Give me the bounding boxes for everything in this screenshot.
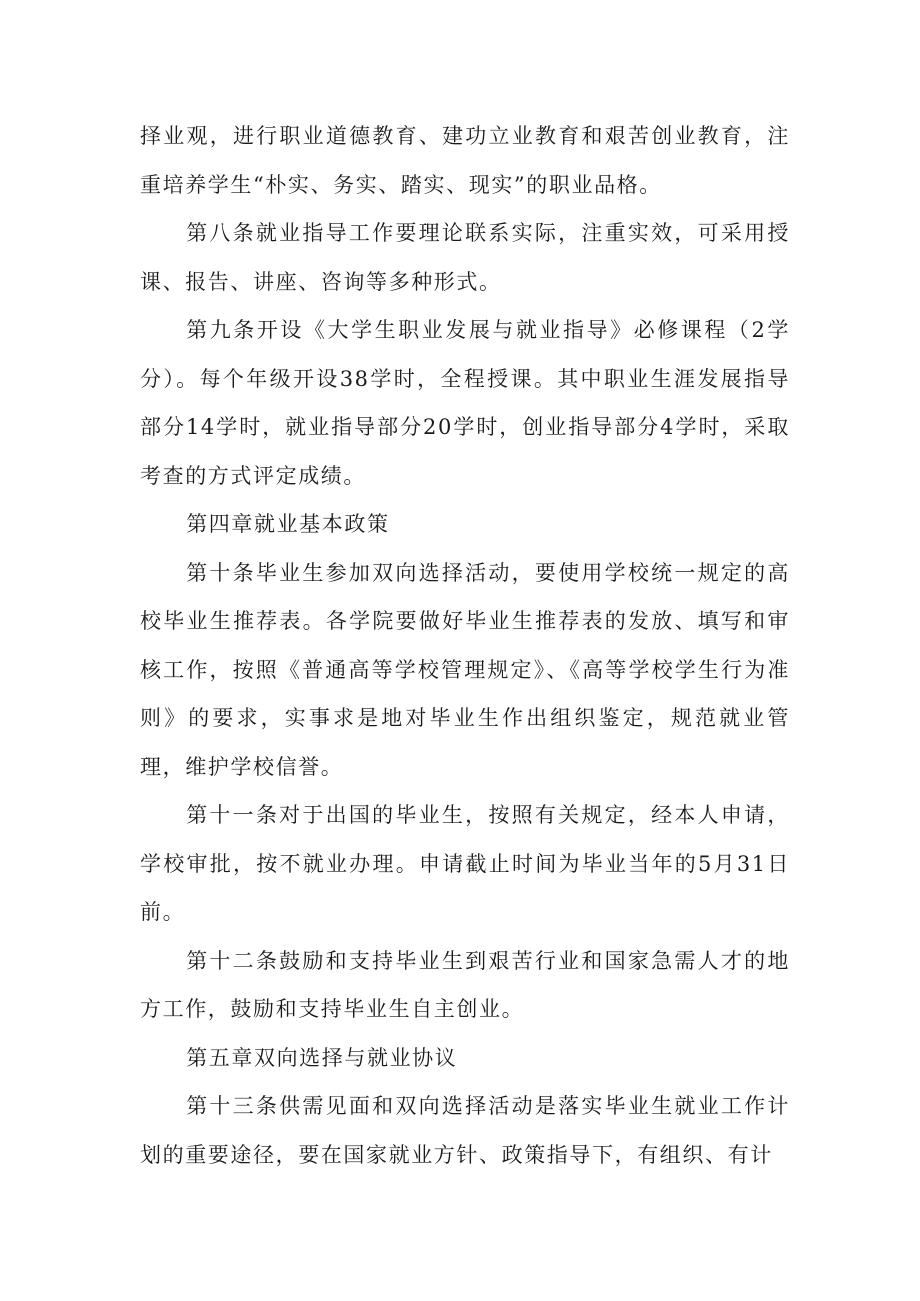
article-12-paragraph: 第十二条鼓励和支持毕业生到艰苦行业和国家急需人才的地方工作，鼓励和支持毕业生自主创业。 — [140, 948, 790, 1021]
article-11-paragraph: 第十一条对于出国的毕业生，按照有关规定，经本人申请，学校审批，按不就业办理。申请截止时间为毕业当年的5月31日前。 — [140, 803, 790, 924]
article-10-paragraph: 第十条毕业生参加双向选择活动，要使用学校统一规定的高校毕业生推荐表。各学院要做好毕业生推荐表的发放、填写和审核工作，按照《普通高等学校管理规定》、《高等学校学生行为准则》的要求，实事求是地对毕业生作出组织鉴定，规范就业管理，维护学校信誉。 — [140, 560, 790, 779]
article-8-paragraph: 第八条就业指导工作要理论联系实际，注重实效，可采用授课、报告、讲座、咨询等多种形式。 — [140, 221, 790, 294]
chapter-5-heading: 第五章双向选择与就业协议 — [186, 1045, 458, 1070]
paragraph-continuation: 择业观，进行职业道德教育、建功立业教育和艰苦创业教育，注重培养学生“朴实、务实、踏实、现实”的职业品格。 — [140, 124, 790, 197]
article-9-paragraph: 第九条开设《大学生职业发展与就业指导》必修课程（2学分）。每个年级开设38学时，全程授课。其中职业生涯发展指导部分14学时，就业指导部分20学时，创业指导部分4学时，采取考查的方式评定成绩。 — [140, 318, 790, 488]
article-13-paragraph: 第十三条供需见面和双向选择活动是落实毕业生就业工作计划的重要途径，要在国家就业方针、政策指导下，有组织、有计 — [140, 1094, 790, 1167]
document-body — [140, 112, 790, 1179]
chapter-4-heading: 第四章就业基本政策 — [186, 512, 390, 536]
